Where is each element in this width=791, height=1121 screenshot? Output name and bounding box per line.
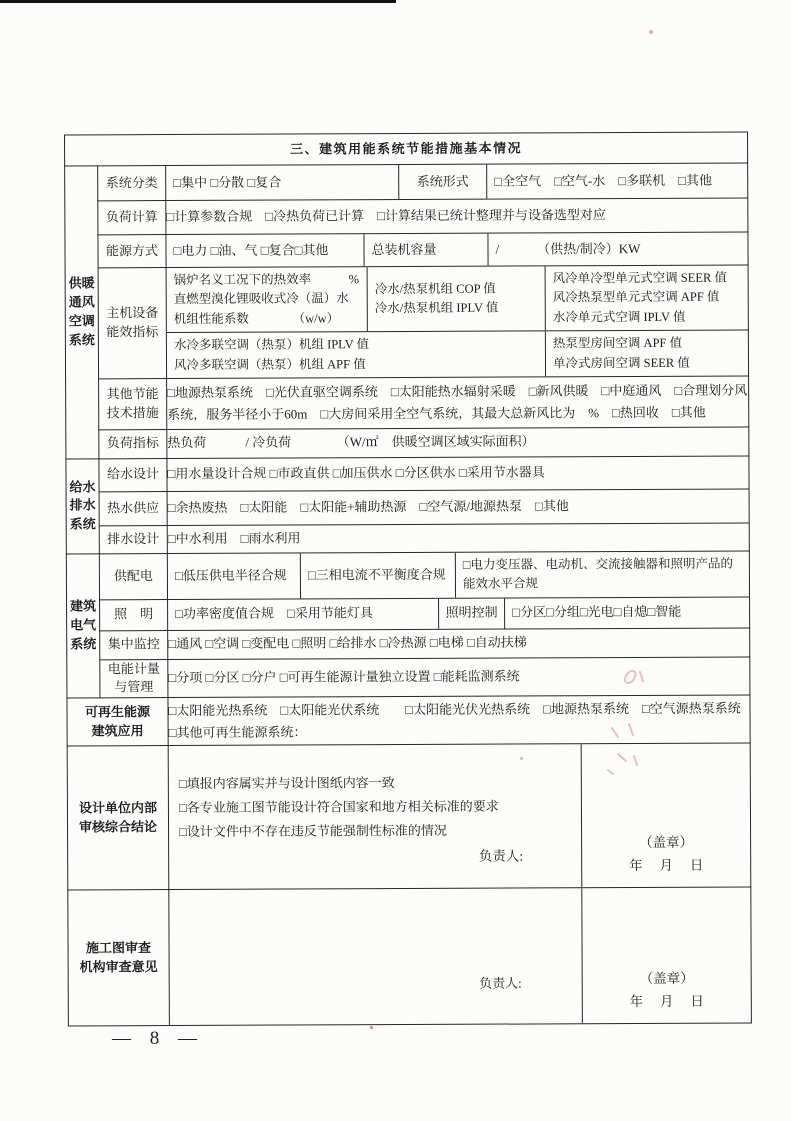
row-label-load-index: 负荷指标 <box>99 429 167 458</box>
row-label-load-calc: 负荷计算 <box>98 201 166 235</box>
row-label-lighting: 照 明 <box>100 599 168 630</box>
design-review-manager-label: 负责人: <box>478 848 524 865</box>
design-review-checks: □填报内容属实并与设计图纸内容一致 □各专业施工图节能设计符合国家和地方相关标准的要求 □设计文件中不存在违反节能强制性标准的情况 <box>178 775 499 840</box>
energy-mode-options: □电力 □油、气 □复合□其他 <box>173 241 329 258</box>
row-label-monitoring: 集中监控 <box>100 630 168 659</box>
other-measures-options: □地源热泵系统 □光伏直驱空调系统 □太阳能热水辐射采暖 □新风供暖 □中庭通风 □合理划分风系统，服务半径小于60m □大房间采用全空气系统，其最大总新风比为 % □热回收 □其他 <box>167 376 749 430</box>
scan-speck <box>649 30 653 34</box>
row-label-system-form: 系统形式 <box>398 165 486 199</box>
supply-design-options: □用水量设计合规 □市政直供 □加压供水 □分区供水 □采用节水器具 <box>167 456 749 492</box>
row-label-hot-water: 热水供应 <box>99 491 167 525</box>
power-option-2: □三相电流不平衡度合规 <box>300 553 455 598</box>
efficiency-chiller: 冷水/热泵机组 COP 值 冷水/热泵机组 IPLV 值 <box>367 266 545 331</box>
monitoring-options: □通风 □空调 □变配电 □照明 □给排水 □冷热源 □电梯 □自动扶梯 <box>168 628 750 660</box>
load-calc-options: □计算参数合规 □冷热负荷已计算 □计算结果已统计整理并与设备选型对应 <box>166 198 748 235</box>
cell-system-class <box>166 163 748 201</box>
group-label-water: 给水 排水 系统 <box>66 459 99 554</box>
cell-power-supply <box>167 551 749 599</box>
capacity-slash: / <box>495 241 500 257</box>
cell-lighting <box>168 597 750 631</box>
row-label-other-measures: 其他节能 技术措施 <box>99 378 167 429</box>
scan-edge-artifact <box>0 0 396 3</box>
row-label-efficiency: 主机设备 能效指标 <box>98 268 166 379</box>
row-label-drainage: 排水设计 <box>99 525 167 553</box>
drainage-options: □中水利用 □雨水利用 <box>167 523 749 554</box>
form-title: 三、建筑用能系统节能措施基本情况 <box>65 132 748 166</box>
efficiency-room: 热泵型房间空调 APF 值 单冷式房间空调 SEER 值 <box>545 331 748 377</box>
capacity-unit: （供热/制冷）KW <box>537 240 641 257</box>
power-option-3: □电力变压器、电动机、交流接触器和照明产品的能效水平合规 <box>455 551 749 597</box>
page-number: — 8 — <box>112 1028 204 1049</box>
lighting-options: □功率密度值合规 □采用节能灯具 <box>175 605 373 622</box>
group-label-hvac: 供暖 通风 空调 系统 <box>65 166 99 459</box>
energy-measures-form-table <box>64 132 752 1027</box>
row-label-construction-review: 施工图审查 机构审查意见 <box>68 890 170 1026</box>
row-label-energy-mode: 能源方式 <box>98 235 166 268</box>
construction-review-manager-label: 负责人: <box>479 975 522 992</box>
lighting-control-options: □分区□分组□光电□自熄□智能 <box>504 597 749 628</box>
system-class-options: □集中 □分散 □复合 <box>173 174 282 190</box>
cell-design-review <box>168 743 751 890</box>
load-index-value: 热负荷 / 冷负荷 （W/㎡ 供暖空调区域实际面积） <box>167 427 749 459</box>
row-label-system-class: 系统分类 <box>98 166 166 201</box>
system-form-options: □全空气 □空气-水 □多联机 □其他 <box>486 164 747 199</box>
row-label-installed-capacity: 总装机容量 <box>363 234 487 267</box>
construction-review-seal-label: （盖章） <box>639 970 694 987</box>
efficiency-multi: 水冷多联空调（热泵）机组 IPLV 值 风冷多联空调（热泵）机组 APF 值 <box>173 337 370 372</box>
efficiency-unitary: 风冷单冷型单元式空调 SEER 值 风冷热泵型单元式空调 APF 值 水冷单元式空调 IPLV 值 <box>545 266 748 331</box>
design-review-seal-label: （盖章） <box>639 834 694 851</box>
group-label-electrical: 建筑 电气 系统 <box>66 554 100 699</box>
row-label-lighting-control: 照明控制 <box>438 598 504 628</box>
row-label-design-review: 设计单位内部 审核综合结论 <box>67 746 169 890</box>
cell-efficiency-a <box>166 265 748 333</box>
row-label-renewable: 可再生能源 建筑应用 <box>67 698 168 746</box>
cell-energy-mode <box>166 232 748 268</box>
efficiency-boiler: 锅炉名义工况下的热效率 % 直燃型溴化锂吸收式冷（温）水机组性能系数 （w/w） <box>173 272 360 326</box>
renewable-options: □太阳能光热系统 □太阳能光伏系统 □太阳能光伏光热系统 □地源热泵系统 □空气源热泵系统 □其他可再生能源系统： <box>168 695 750 746</box>
metering-options: □分项 □分区 □分户 □可再生能源计量独立设置 □能耗监测系统 <box>168 657 750 698</box>
row-label-supply-design: 给水设计 <box>99 458 167 491</box>
scan-speck <box>370 1026 373 1029</box>
installed-capacity-value <box>487 233 747 266</box>
row-label-power-supply: 供配电 <box>99 553 167 599</box>
cell-efficiency-b <box>166 330 748 378</box>
cell-construction-review <box>169 887 752 1026</box>
construction-review-date-label: 年 月 日 <box>629 993 704 1009</box>
design-review-date-label: 年 月 日 <box>629 857 704 873</box>
row-label-metering: 电能计量 与管理 <box>100 659 168 698</box>
hot-water-options: □余热废热 □太阳能 □太阳能+辅助热源 □空气源/地源热泵 □其他 <box>167 489 749 526</box>
power-option-1: □低压供电半径合规 <box>174 567 287 583</box>
